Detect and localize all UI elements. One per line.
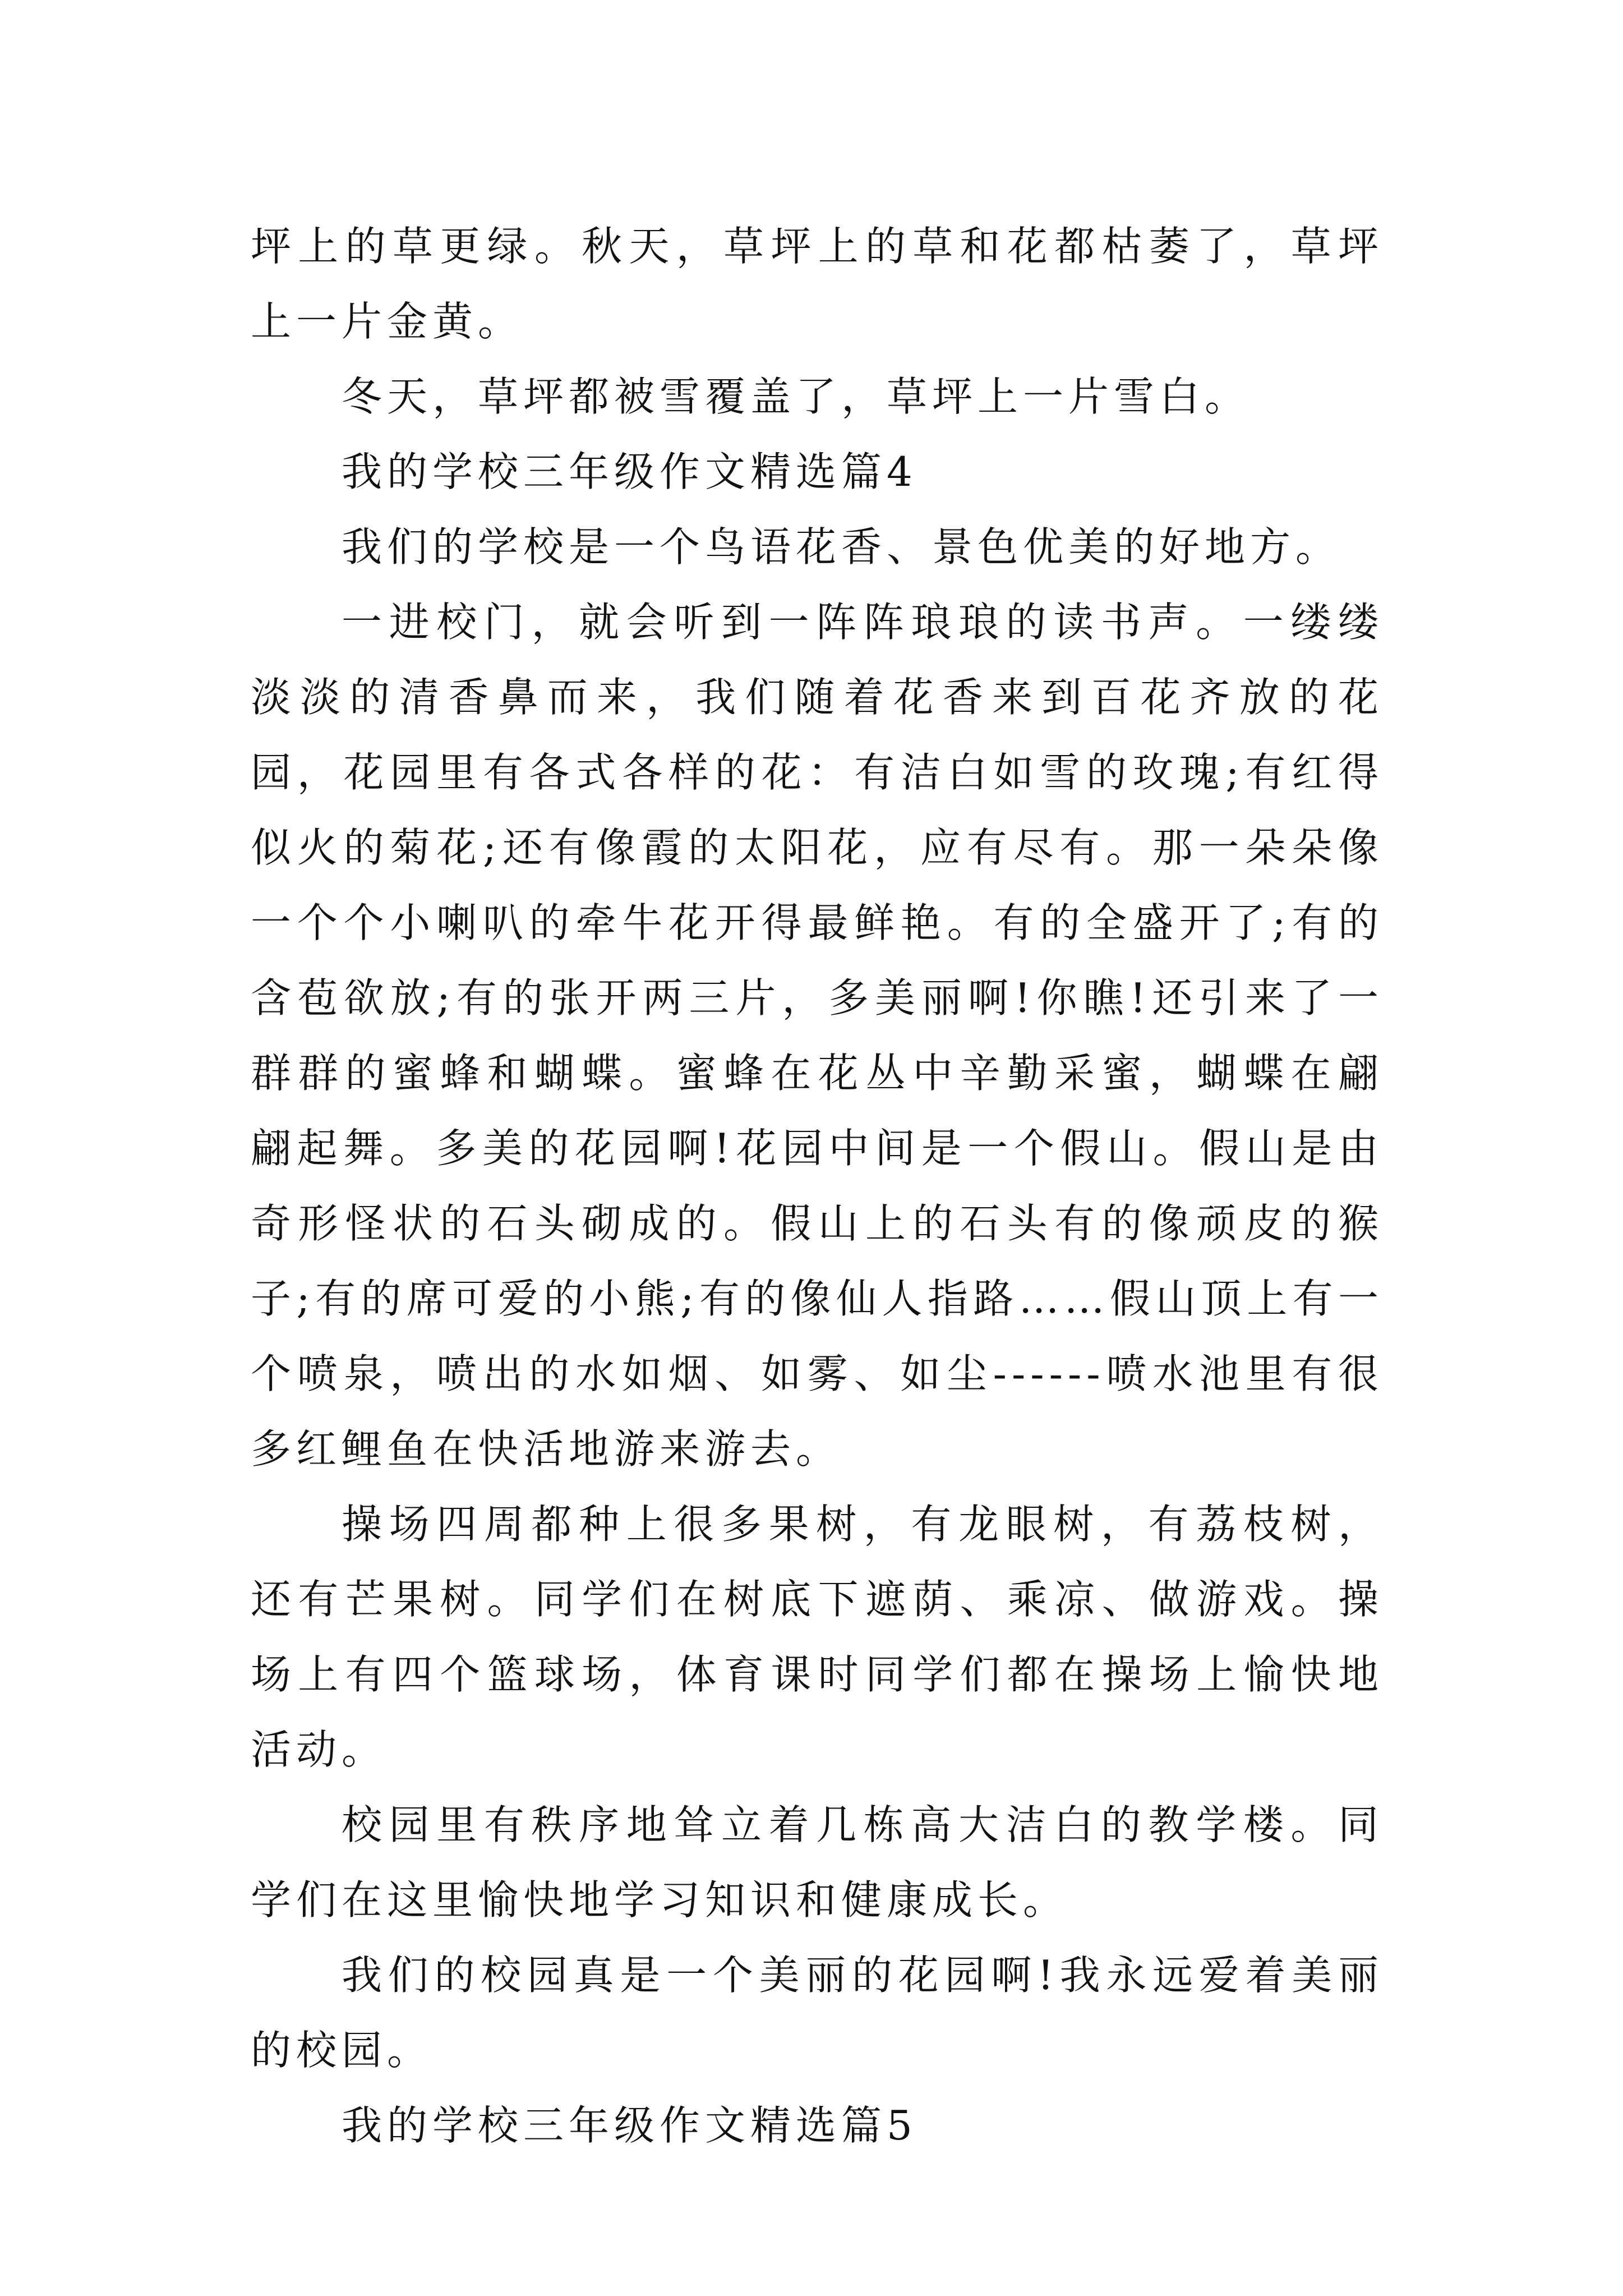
paragraph-intro: 我们的学校是一个鸟语花香、景色优美的好地方。 [342, 523, 1341, 570]
essay-heading-4: 我的学校三年级作文精选篇4 [342, 448, 917, 495]
paragraph-winter: 冬天，草坪都被雪覆盖了，草坪上一片雪白。 [342, 373, 1251, 420]
paragraph-conclusion: 我们的校园真是一个美丽的花园啊!我永远爱着美丽的校园。 [251, 1952, 1384, 2074]
body-text [251, 209, 1384, 2163]
paragraph-continuation: 坪上的草更绿。秋天，草坪上的草和花都枯萎了，草坪上一片金黄。 [251, 223, 1384, 345]
paragraph-playground: 操场四周都种上很多果树，有龙眼树，有荔枝树，还有芒果树。同学们在树底下遮荫、乘凉、做游戏。操场上有四个篮球场，体育课时同学们都在操场上愉快地活动。 [251, 1501, 1384, 1773]
paragraph-garden: 一进校门，就会听到一阵阵琅琅的读书声。一缕缕淡淡的清香鼻而来，我们随着花香来到百花齐放的花园，花园里有各式各样的花：有洁白如雪的玫瑰;有红得似火的菊花;还有像霞的太阳花，应有尽有。那一朵朵像一个个小喇叭的牵牛花开得最鲜艳。有的全盛开了;有的含苞欲放;有的张开两三片，多美丽啊!你瞧!还引来了一群群的蜜蜂和蝴蝶。蜜蜂在花丛中辛勤采蜜，蝴蝶在翩翩起舞。多美的花园啊!花园中间是一个假山。假山是由奇形怪状的石头砌成的。假山上的石头有的像顽皮的猴子;有的席可爱的小熊;有的像仙人指路……假山顶上有一个喷泉，喷出的水如烟、如雾、如尘------喷水池里有很多红鲤鱼在快活地游来游去。 [251, 599, 1384, 1473]
essay-heading-5: 我的学校三年级作文精选篇5 [342, 2102, 917, 2149]
paragraph-buildings: 校园里有秩序地耸立着几栋高大洁白的教学楼。同学们在这里愉快地学习知识和健康成长。 [251, 1801, 1384, 1924]
